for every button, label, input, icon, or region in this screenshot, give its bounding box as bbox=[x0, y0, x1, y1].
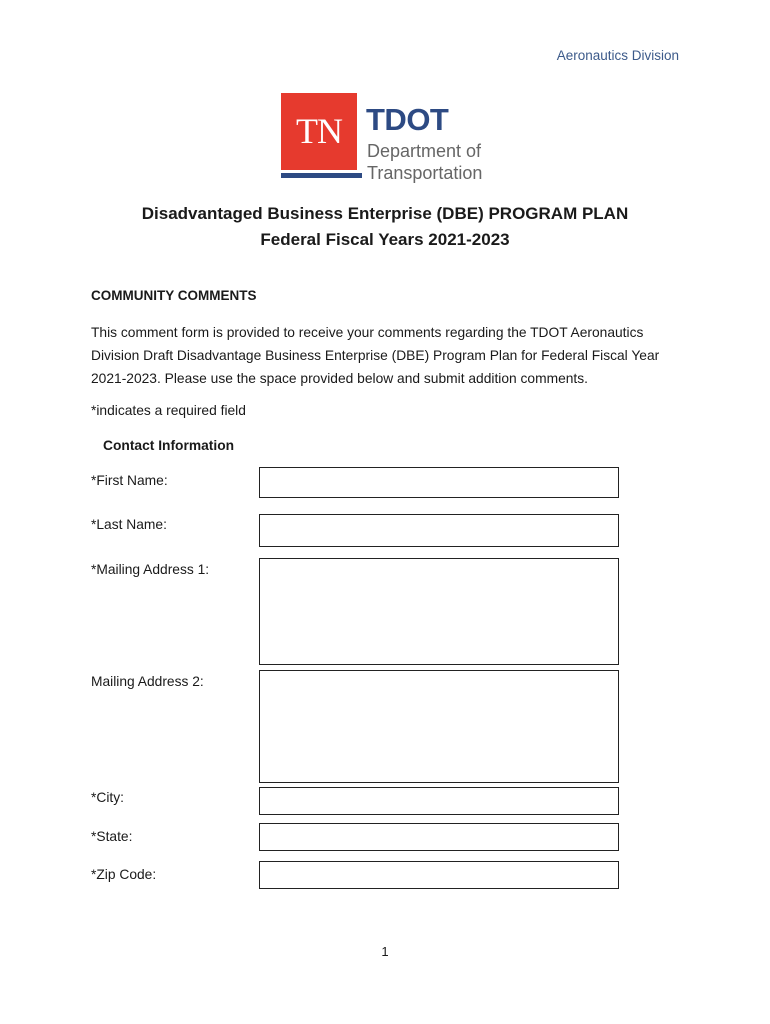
mailing-address-1-field[interactable] bbox=[259, 558, 619, 665]
state-field[interactable] bbox=[259, 823, 619, 851]
tdot-wordmark: TDOT bbox=[366, 102, 449, 137]
first-name-label: *First Name: bbox=[91, 473, 168, 488]
mailing-address-1-label: *Mailing Address 1: bbox=[91, 562, 210, 577]
logo-dot bbox=[357, 173, 362, 178]
required-field-note: *indicates a required field bbox=[91, 403, 246, 418]
contact-information-heading: Contact Information bbox=[103, 438, 235, 453]
header-division-label: Aeronautics Division bbox=[556, 48, 679, 63]
mailing-address-2-label: Mailing Address 2: bbox=[91, 674, 204, 689]
first-name-field[interactable] bbox=[259, 467, 619, 498]
tdot-logo bbox=[281, 93, 496, 185]
zip-code-label: *Zip Code: bbox=[91, 867, 157, 882]
last-name-field[interactable] bbox=[259, 514, 619, 547]
state-label: *State: bbox=[91, 829, 133, 844]
mailing-address-2-field[interactable] bbox=[259, 670, 619, 783]
city-field[interactable] bbox=[259, 787, 619, 815]
page-number: 1 bbox=[381, 944, 389, 959]
tn-logo-mark: TN bbox=[281, 93, 357, 170]
last-name-label: *Last Name: bbox=[91, 517, 167, 532]
city-label: *City: bbox=[91, 790, 124, 805]
logo-transportation-text: Transportation bbox=[367, 163, 483, 183]
logo-underline bbox=[281, 173, 357, 178]
document-title: Disadvantaged Business Enterprise (DBE) PROGRAM PLAN bbox=[141, 204, 629, 223]
zip-code-field[interactable] bbox=[259, 861, 619, 889]
logo-department-text: Department of bbox=[367, 141, 482, 161]
section-heading: COMMUNITY COMMENTS bbox=[91, 288, 257, 303]
document-subtitle: Federal Fiscal Years 2021-2023 bbox=[260, 230, 510, 249]
intro-paragraph: This comment form is provided to receive your comments regarding the TDOT Aeronautics Division Draft Disadvantage Business Enterprise (DBE) Program Plan for Federal Fiscal Year 2021-2023. Please use the space provided below and submit addition comments. bbox=[91, 325, 660, 386]
